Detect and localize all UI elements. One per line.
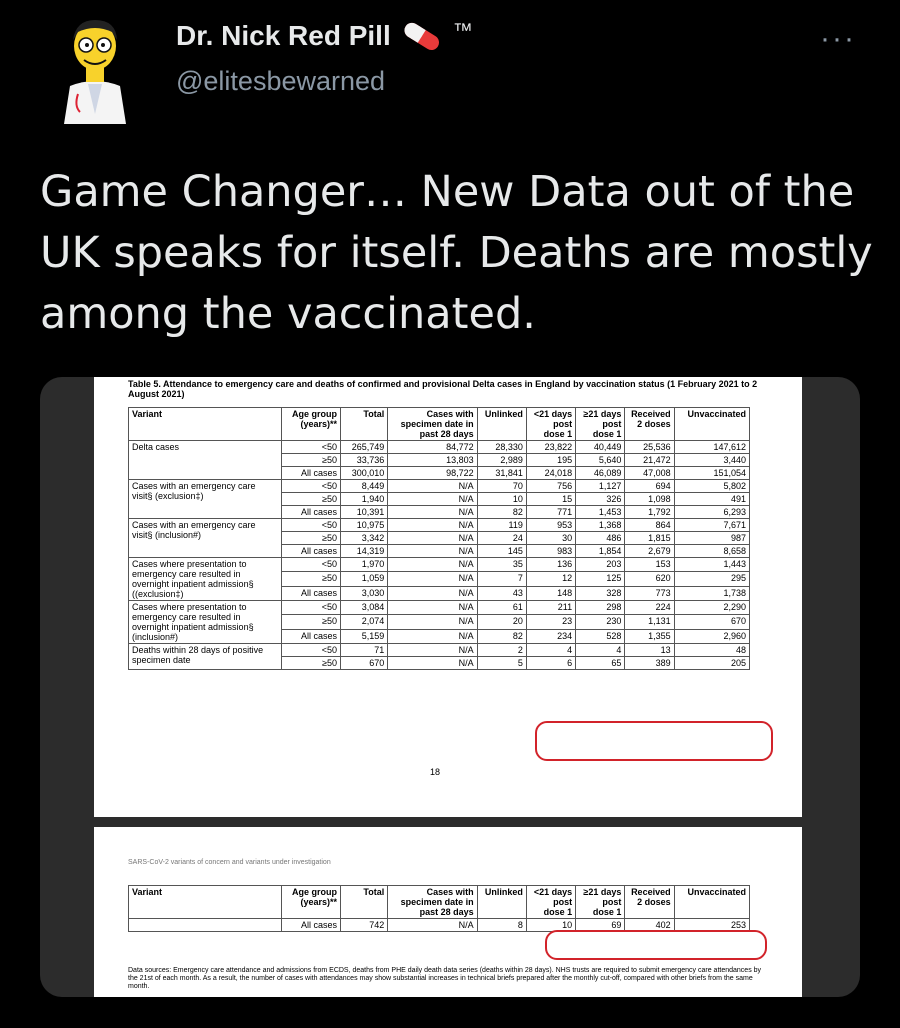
- table-cell: 20: [477, 615, 526, 629]
- table-cell: 528: [576, 629, 625, 643]
- table-cell: <50: [281, 601, 340, 615]
- table-cell: 82: [477, 629, 526, 643]
- table-cell: 253: [674, 919, 749, 932]
- table-cell: 145: [477, 545, 526, 558]
- table-cell: 1,131: [625, 615, 674, 629]
- table-cell: 10: [477, 493, 526, 506]
- table-cell: 47,008: [625, 467, 674, 480]
- table-cell: All cases: [281, 586, 340, 600]
- table-cell: 491: [674, 493, 749, 506]
- table-cell: All cases: [281, 629, 340, 643]
- table-header-cell: Age group (years)**: [281, 886, 340, 919]
- table-cell: 2: [477, 644, 526, 657]
- table-cell: 7: [477, 572, 526, 586]
- table-cell: 30: [526, 532, 575, 545]
- table-header-row: [129, 408, 750, 441]
- table-row: [129, 519, 750, 532]
- table-header-cell: <21 days post dose 1: [526, 886, 575, 919]
- table-cell: 670: [674, 615, 749, 629]
- table-cell: 40,449: [576, 441, 625, 454]
- table-cell: 3,342: [341, 532, 388, 545]
- table-cell: 2,960: [674, 629, 749, 643]
- table-cell: 5: [477, 657, 526, 670]
- row-group-label: Delta cases: [129, 441, 282, 480]
- table-row: [129, 558, 750, 572]
- table-cell: 25,536: [625, 441, 674, 454]
- table-cell: 211: [526, 601, 575, 615]
- table-cell: 389: [625, 657, 674, 670]
- table-header-cell: Unlinked: [477, 886, 526, 919]
- document-page-2: [94, 827, 802, 997]
- table-cell: N/A: [388, 586, 477, 600]
- table-row: [129, 601, 750, 615]
- trademark-symbol: ™: [452, 19, 473, 42]
- table-cell: 65: [576, 657, 625, 670]
- table-cell: 756: [526, 480, 575, 493]
- data-table: [128, 407, 750, 670]
- table-cell: 1,453: [576, 506, 625, 519]
- table-cell: 10,975: [341, 519, 388, 532]
- data-sources-footer: Data sources: Emergency care attendance and admissions from ECDS, deaths from PHE daily death data series (deaths within 28 days). NHS trusts are required to submit emergency care attendances by the 21st of each month. As a result, the number of cases with attendances may show substantial increases in technical briefs prepared after the monthly cut-off, compared with other briefs from the same month.: [128, 967, 762, 990]
- table-cell: 148: [526, 586, 575, 600]
- table-header-cell: <21 days post dose 1: [526, 408, 575, 441]
- tweet-media[interactable]: [40, 377, 860, 997]
- table-header-cell: Cases with specimen date in past 28 days: [388, 408, 477, 441]
- table-cell: 5,640: [576, 454, 625, 467]
- table-cell: 328: [576, 586, 625, 600]
- table-cell: 2,074: [341, 615, 388, 629]
- tweet-text: Game Changer… New Data out of the UK speaks for itself. Deaths are mostly among the vaccinated.: [40, 167, 873, 339]
- table-cell: N/A: [388, 615, 477, 629]
- table-header-cell: Unvaccinated: [674, 886, 749, 919]
- table-cell: 234: [526, 629, 575, 643]
- table-cell: 8,658: [674, 545, 749, 558]
- table-cell: [129, 919, 282, 932]
- table-cell: 147,612: [674, 441, 749, 454]
- row-group-label: Cases with an emergency care visit§ (exclusion‡): [129, 480, 282, 519]
- table-cell: 14,319: [341, 545, 388, 558]
- table-cell: 4: [526, 644, 575, 657]
- table-cell: 31,841: [477, 467, 526, 480]
- highlight-circle-icon: [535, 721, 773, 761]
- table-cell: 82: [477, 506, 526, 519]
- page-number: 18: [430, 767, 441, 777]
- table-cell: 1,940: [341, 493, 388, 506]
- table-cell: <50: [281, 644, 340, 657]
- table-cell: 203: [576, 558, 625, 572]
- table-header-cell: Received 2 doses: [625, 408, 674, 441]
- table-cell: 28,330: [477, 441, 526, 454]
- table-cell: All cases: [281, 467, 340, 480]
- table-cell: 771: [526, 506, 575, 519]
- table-cell: 10,391: [341, 506, 388, 519]
- table-cell: 983: [526, 545, 575, 558]
- table-cell: All cases: [281, 506, 340, 519]
- table-cell: N/A: [388, 532, 477, 545]
- table-cell: 953: [526, 519, 575, 532]
- table-cell: 98,722: [388, 467, 477, 480]
- table-cell: 46,089: [576, 467, 625, 480]
- table-cell: 61: [477, 601, 526, 615]
- table-cell: 8,449: [341, 480, 388, 493]
- table-cell: 1,443: [674, 558, 749, 572]
- table-cell: N/A: [388, 919, 477, 932]
- table-row: [129, 441, 750, 454]
- table-cell: 326: [576, 493, 625, 506]
- table-cell: 265,749: [341, 441, 388, 454]
- table-cell: 7,671: [674, 519, 749, 532]
- row-group-label: Cases with an emergency care visit§ (inclusion#): [129, 519, 282, 558]
- table-cell: 742: [341, 919, 388, 932]
- table-header-cell: Variant: [129, 408, 282, 441]
- table-cell: N/A: [388, 480, 477, 493]
- table-cell: 2,679: [625, 545, 674, 558]
- table-cell: N/A: [388, 558, 477, 572]
- table-cell: 23: [526, 615, 575, 629]
- table-cell: 43: [477, 586, 526, 600]
- table-cell: 13,803: [388, 454, 477, 467]
- table-row: [129, 480, 750, 493]
- more-options-icon[interactable]: ···: [820, 22, 856, 55]
- table-header-cell: Age group (years)**: [281, 408, 340, 441]
- display-name[interactable]: [176, 20, 473, 52]
- table-cell: All cases: [281, 545, 340, 558]
- table-cell: N/A: [388, 657, 477, 670]
- table-cell: N/A: [388, 572, 477, 586]
- table-cell: 3,084: [341, 601, 388, 615]
- user-handle[interactable]: @elitesbewarned: [176, 66, 386, 96]
- table-cell: 4: [576, 644, 625, 657]
- table-cell: 1,854: [576, 545, 625, 558]
- display-name-text: Dr. Nick Red Pill: [176, 20, 391, 51]
- table-cell: 402: [625, 919, 674, 932]
- page2-title: SARS-CoV-2 variants of concern and variants under investigation: [128, 859, 331, 866]
- table-cell: 70: [477, 480, 526, 493]
- table-cell: N/A: [388, 493, 477, 506]
- table-cell: 1,355: [625, 629, 674, 643]
- table-cell: N/A: [388, 601, 477, 615]
- table-cell: 35: [477, 558, 526, 572]
- table-header-cell: Total: [341, 408, 388, 441]
- table-cell: 1,368: [576, 519, 625, 532]
- table-cell: 2,989: [477, 454, 526, 467]
- table-cell: 670: [341, 657, 388, 670]
- data-table-2: [128, 885, 750, 932]
- table-cell: 24,018: [526, 467, 575, 480]
- table-cell: 205: [674, 657, 749, 670]
- table-cell: 1,970: [341, 558, 388, 572]
- table-cell: ≥50: [281, 532, 340, 545]
- table-cell: 10: [526, 919, 575, 932]
- avatar[interactable]: [40, 14, 150, 124]
- table-cell: 3,030: [341, 586, 388, 600]
- table-cell: N/A: [388, 519, 477, 532]
- table-cell: 13: [625, 644, 674, 657]
- document-page-1: [94, 377, 802, 817]
- table-cell: 8: [477, 919, 526, 932]
- table-cell: 119: [477, 519, 526, 532]
- table-cell: 6,293: [674, 506, 749, 519]
- table-cell: 300,010: [341, 467, 388, 480]
- table-cell: 295: [674, 572, 749, 586]
- table-cell: 2,290: [674, 601, 749, 615]
- table-cell: 694: [625, 480, 674, 493]
- table-cell: 5,802: [674, 480, 749, 493]
- table-cell: 224: [625, 601, 674, 615]
- table-cell: ≥50: [281, 657, 340, 670]
- table-cell: 773: [625, 586, 674, 600]
- table-cell: ≥50: [281, 615, 340, 629]
- table-header-cell: ≥21 days post dose 1: [576, 886, 625, 919]
- table-header-row: [129, 886, 750, 919]
- highlight-circle-icon-2: [545, 930, 767, 960]
- table-cell: 71: [341, 644, 388, 657]
- table-cell: 864: [625, 519, 674, 532]
- table-cell: 5,159: [341, 629, 388, 643]
- table-cell: 12: [526, 572, 575, 586]
- table-cell: 23,822: [526, 441, 575, 454]
- pill-icon: [399, 21, 445, 51]
- table-cell: N/A: [388, 545, 477, 558]
- table-cell: 1,098: [625, 493, 674, 506]
- table-cell: 298: [576, 601, 625, 615]
- table-cell: 1,738: [674, 586, 749, 600]
- table-cell: 486: [576, 532, 625, 545]
- table-cell: 21,472: [625, 454, 674, 467]
- table-caption: Table 5. Attendance to emergency care and deaths of confirmed and provisional Delta cases in England by vaccination status (1 February 2021 to 2 August 2021): [128, 379, 758, 399]
- table-cell: 125: [576, 572, 625, 586]
- table-cell: 24: [477, 532, 526, 545]
- table-cell: 195: [526, 454, 575, 467]
- table-header-cell: ≥21 days post dose 1: [576, 408, 625, 441]
- table-cell: 15: [526, 493, 575, 506]
- table-cell: ≥50: [281, 454, 340, 467]
- table-cell: 1,792: [625, 506, 674, 519]
- table-cell: 230: [576, 615, 625, 629]
- table-cell: 136: [526, 558, 575, 572]
- row-group-label: Deaths within 28 days of positive specimen date: [129, 644, 282, 670]
- table-cell: All cases: [281, 919, 340, 932]
- table-cell: 153: [625, 558, 674, 572]
- table-cell: 6: [526, 657, 575, 670]
- table-cell: N/A: [388, 629, 477, 643]
- table-header-cell: Unlinked: [477, 408, 526, 441]
- table-row: [129, 644, 750, 657]
- table-cell: ≥50: [281, 572, 340, 586]
- table-cell: 69: [576, 919, 625, 932]
- row-group-label: Cases where presentation to emergency care resulted in overnight inpatient admission§ (inclusion#): [129, 601, 282, 644]
- table-cell: 987: [674, 532, 749, 545]
- table-cell: <50: [281, 519, 340, 532]
- table-cell: N/A: [388, 644, 477, 657]
- table-header-cell: Total: [341, 886, 388, 919]
- table-cell: 3,440: [674, 454, 749, 467]
- table-header-cell: Unvaccinated: [674, 408, 749, 441]
- table-cell: <50: [281, 558, 340, 572]
- table-cell: 1,059: [341, 572, 388, 586]
- table-cell: <50: [281, 480, 340, 493]
- table-header-cell: Variant: [129, 886, 282, 919]
- table-cell: ≥50: [281, 493, 340, 506]
- table-cell: 1,815: [625, 532, 674, 545]
- avatar-cartoon-icon: [40, 14, 150, 124]
- table-cell: 33,736: [341, 454, 388, 467]
- table-cell: 48: [674, 644, 749, 657]
- table-cell: N/A: [388, 506, 477, 519]
- row-group-label: Cases where presentation to emergency care resulted in overnight inpatient admission§ ((exclusion‡): [129, 558, 282, 601]
- table-cell: 151,054: [674, 467, 749, 480]
- table-cell: 1,127: [576, 480, 625, 493]
- table-header-cell: Cases with specimen date in past 28 days: [388, 886, 477, 919]
- table-cell: 84,772: [388, 441, 477, 454]
- table-cell: <50: [281, 441, 340, 454]
- table-header-cell: Received 2 doses: [625, 886, 674, 919]
- table-cell: 620: [625, 572, 674, 586]
